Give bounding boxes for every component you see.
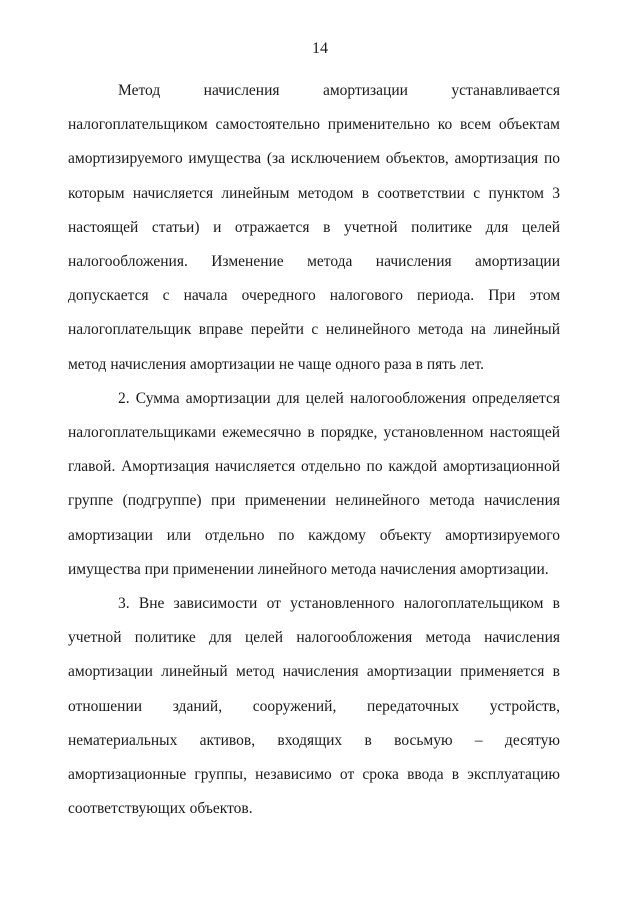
paragraph-amortization-method: Метод начисления амортизации устанавливается налогоплательщиком самостоятельно применительно ко всем объектам амортизируемого имущества (за исключением объектов, амортизация по которым начисляется линейным методом в соответствии с пунктом 3 настоящей статьи) и отражается в учетной политике для целей налогообложения. Изменение метода начисления амортизации допускается с начала очередного налогового периода. При этом налогоплательщик вправе перейти с нелинейного метода на линейный метод начисления амортизации не чаще одного раза в пять лет. [68, 82, 560, 373]
page-number: 14 [312, 40, 328, 57]
document-body [68, 74, 560, 826]
paragraph-3-linear-method: 3. Вне зависимости от установленного налогоплательщиком в учетной политике для целей налогообложения метода начисления амортизации линейный метод начисления амортизации применяется в отношении зданий, сооружений, передаточных устройств, нематериальных активов, входящих в восьмую – десятую амортизационные группы, независимо от срока ввода в эксплуатацию соответствующих объектов. [68, 595, 560, 818]
paragraph-2-amortization-sum: 2. Сумма амортизации для целей налогообложения определяется налогоплательщиками ежемесячно в порядке, установленном настоящей главой. Амортизация начисляется отдельно по каждой амортизационной группе (подгруппе) при применении нелинейного метода начисления амортизации или отдельно по каждому объекту амортизируемого имущества при применении линейного метода начисления амортизации. [68, 389, 560, 578]
